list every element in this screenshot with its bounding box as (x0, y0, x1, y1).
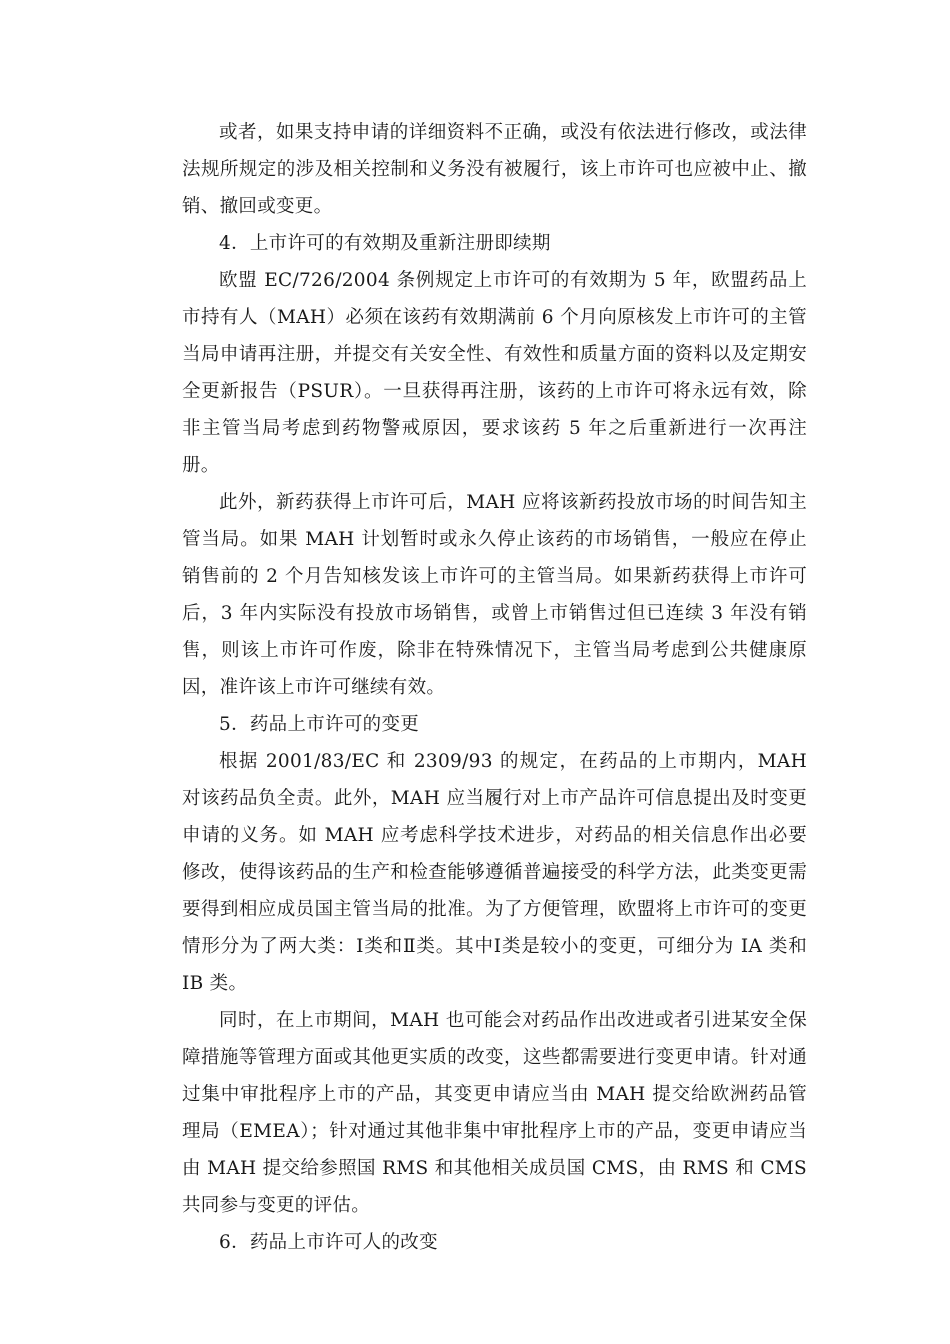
paragraph-variation-procedure: 同时，在上市期间，MAH 也可能会对药品作出改进或者引进某安全保障措施等管理方面或其他更实质的改变，这些都需要进行变更申请。针对通过集中审批程序上市的产品，其变更申请应当由 MAH 提交给欧洲药品管理局（EMEA）；针对通过其他非集中审批程序上市的产品，变更申请应当由 MAH 提交给参照国 RMS 和其他相关成员国 CMS，由 RMS 和 CMS 共同参与变更的评估。 (182, 1010, 807, 1216)
section-heading-5: 5．药品上市许可的变更 (219, 714, 420, 735)
section-heading-6: 6．药品上市许可人的改变 (219, 1232, 438, 1253)
paragraph-suspension: 或者，如果支持申请的详细资料不正确，或没有依法进行修改，或法律法规所规定的涉及相关控制和义务没有被履行，该上市许可也应被中止、撤销、撤回或变更。 (182, 122, 807, 217)
paragraph-validity: 欧盟 EC/726/2004 条例规定上市许可的有效期为 5 年，欧盟药品上市持有人（MAH）必须在该药有效期满前 6 个月向原核发上市许可的主管当局申请再注册，并提交有关安全性、有效性和质量方面的资料以及定期安全更新报告（PSUR）。一旦获得再注册，该药的上市许可将永远有效，除非主管当局考虑到药物警戒原因，要求该药 5 年之后重新进行一次再注册。 (182, 270, 807, 476)
paragraph-variation-rules: 根据 2001/83/EC 和 2309/93 的规定，在药品的上市期内，MAH 对该药品负全责。此外，MAH 应当履行对上市产品许可信息提出及时变更申请的义务。如 MAH 应考虑科学技术进步，对药品的相关信息作出必要修改，使得该药品的生产和检查能够遵循普遍接受的科学方法，此类变更需要得到相应成员国主管当局的批准。为了方便管理，欧盟将上市许可的变更情形分为了两大类：Ⅰ类和Ⅱ类。其中Ⅰ类是较小的变更，可细分为 IA 类和 IB 类。 (182, 751, 807, 994)
paragraph-market-notice: 此外，新药获得上市许可后，MAH 应将该新药投放市场的时间告知主管当局。如果 MAH 计划暂时或永久停止该药的市场销售，一般应在停止销售前的 2 个月告知核发该上市许可的主管当局。如果新药获得上市许可后，3 年内实际没有投放市场销售，或曾上市销售过但已连续 3 年没有销售，则该上市许可作废，除非在特殊情况下，主管当局考虑到公共健康原因，准许该上市许可继续有效。 (182, 492, 807, 698)
document-body (182, 114, 807, 1261)
section-heading-4: 4．上市许可的有效期及重新注册即续期 (219, 233, 551, 254)
